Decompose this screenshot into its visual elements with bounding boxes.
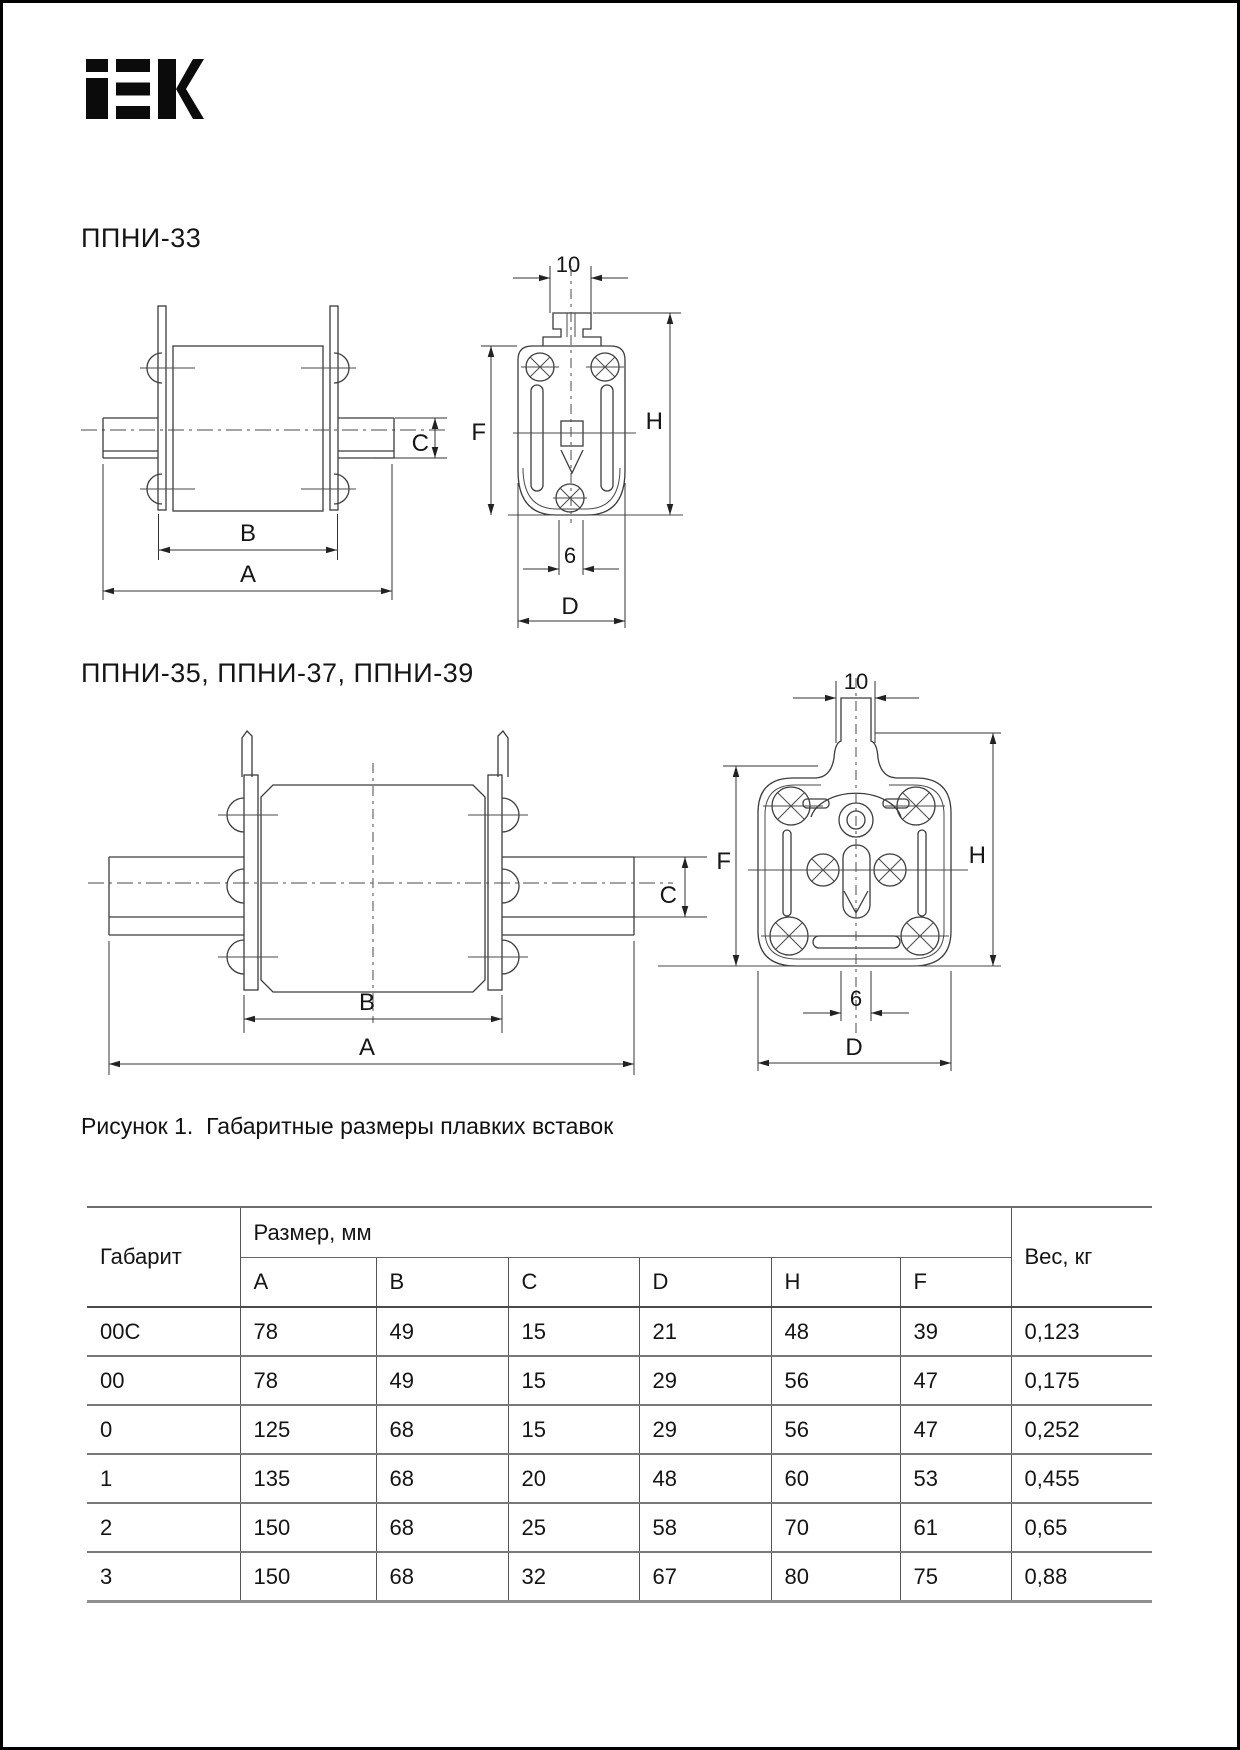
cell-b: 49 [376,1307,508,1356]
table-row [87,1405,1152,1454]
cell-d: 21 [639,1307,771,1356]
knife-contact [109,857,634,935]
table-row [87,1454,1152,1503]
top-tab [543,313,601,346]
dim-label-6: 6 [563,543,577,568]
dim-label-b: B [239,520,257,547]
cell-h: 80 [771,1552,900,1602]
dim-label-f: F [471,419,486,446]
dim-label-a: A [358,1034,376,1061]
dim-label-c: C [659,882,677,909]
cell-f: 47 [900,1356,1011,1405]
cell-d: 48 [639,1454,771,1503]
cell-b: 68 [376,1454,508,1503]
dim-6 [523,520,619,575]
dim-c [373,418,447,458]
dimensions-table [87,1206,1152,1603]
cell-c: 15 [508,1356,639,1405]
cell-gabarit: 2 [87,1503,240,1552]
cell-weight: 0,175 [1011,1356,1152,1405]
cell-f: 61 [900,1503,1011,1552]
cell-b: 68 [376,1405,508,1454]
col-header-b: B [376,1258,508,1308]
cell-d: 29 [639,1356,771,1405]
dim-label-h: H [968,842,986,869]
cell-gabarit: 3 [87,1552,240,1602]
ppni-35-side-view-drawing [73,693,713,1093]
col-header-gabarit: Габарит [100,1244,182,1269]
cell-h: 56 [771,1356,900,1405]
cell-h: 56 [771,1405,900,1454]
table-row [87,1503,1152,1552]
cell-b: 68 [376,1552,508,1602]
cell-f: 47 [900,1405,1011,1454]
section-title-ppni-35-37-39: ППНИ-35, ППНИ-37, ППНИ-39 [81,658,474,688]
ppni-33-front-view-drawing [453,218,688,638]
dim-label-10: 10 [843,669,869,694]
cell-gabarit: 1 [87,1454,240,1503]
col-header-weight-kg: Вес, кг [1011,1207,1152,1307]
cell-d: 58 [639,1503,771,1552]
cell-a: 150 [240,1503,376,1552]
col-header-f: F [900,1258,1011,1308]
cell-weight: 0,123 [1011,1307,1152,1356]
cell-weight: 0,88 [1011,1552,1152,1602]
dim-f [471,346,517,515]
table-row [87,1307,1152,1356]
cell-f: 53 [900,1454,1011,1503]
body-details [748,678,968,1038]
ppni-33-side-view-drawing [73,258,453,608]
table-subheader-row [87,1258,1152,1308]
cell-a: 135 [240,1454,376,1503]
col-header-h: H [771,1258,900,1308]
cell-gabarit: 0 [87,1405,240,1454]
cell-c: 15 [508,1307,639,1356]
cell-c: 25 [508,1503,639,1552]
dim-label-6: 6 [849,986,863,1011]
table-header-row [87,1207,1152,1258]
dim-label-b: B [358,989,376,1016]
iek-logo-glyphs [86,59,204,119]
col-header-d: D [639,1258,771,1308]
col-header-c: C [508,1258,639,1308]
cell-a: 78 [240,1307,376,1356]
dim-label-h: H [645,408,663,435]
cell-f: 75 [900,1552,1011,1602]
section-title-ppni-33: ППНИ-33 [81,223,202,253]
ppni-35-front-view-drawing [653,593,1003,1093]
dim-label-c: C [411,430,429,457]
dim-h [593,313,681,515]
knife-contact [103,418,394,458]
cell-h: 60 [771,1454,900,1503]
cell-h: 48 [771,1307,900,1356]
cell-weight: 0,455 [1011,1454,1152,1503]
cell-a: 78 [240,1356,376,1405]
top-lugs [242,731,508,777]
cell-gabarit: 00C [87,1307,240,1356]
cell-c: 20 [508,1454,639,1503]
cell-d: 29 [639,1405,771,1454]
dim-label-f: F [716,848,731,875]
cell-f: 39 [900,1307,1011,1356]
cell-d: 67 [639,1552,771,1602]
dim-label-10: 10 [555,252,581,277]
cell-a: 150 [240,1552,376,1602]
cell-gabarit: 00 [87,1356,240,1405]
cell-weight: 0,252 [1011,1405,1152,1454]
dim-b [159,514,338,560]
iek-logo [86,59,204,119]
dim-label-d: D [845,1034,863,1061]
cell-b: 68 [376,1503,508,1552]
col-header-a: A [240,1258,376,1308]
cell-a: 125 [240,1405,376,1454]
cell-weight: 0,65 [1011,1503,1152,1552]
cell-b: 49 [376,1356,508,1405]
cell-c: 15 [508,1405,639,1454]
table-row [87,1356,1152,1405]
figure-caption: Рисунок 1. Габаритные размеры плавких вставок [81,1113,614,1139]
col-header-size-mm: Размер, мм [240,1207,1011,1258]
table-row [87,1552,1152,1602]
fuse-body [658,698,1001,966]
body-details [513,266,636,523]
cell-h: 70 [771,1503,900,1552]
dim-label-a: A [239,561,257,588]
fuse-body [158,306,338,511]
dim-label-d: D [561,593,579,620]
dim-b [244,989,502,1033]
center-lines [88,763,673,1023]
cell-c: 32 [508,1552,639,1602]
